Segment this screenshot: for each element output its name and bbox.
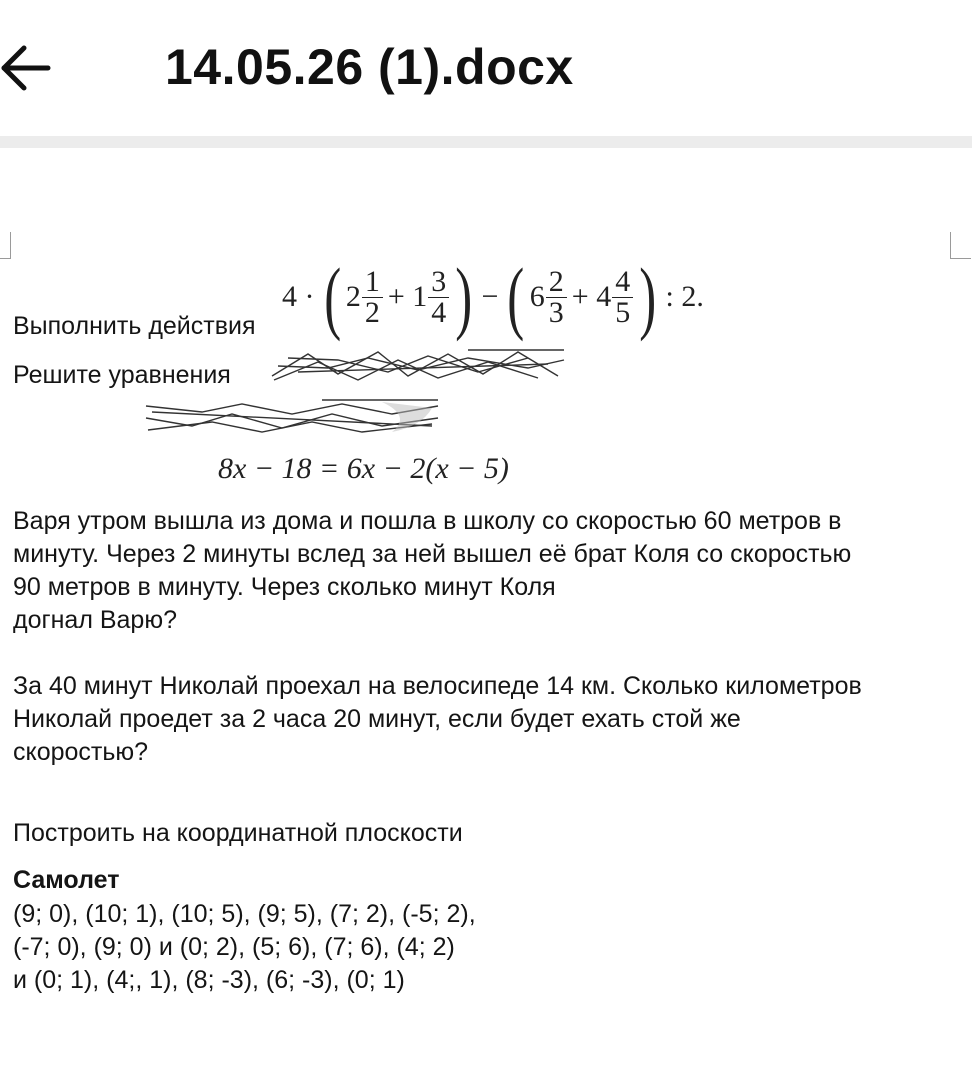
frac-a-den: 2 <box>364 295 380 329</box>
expr-a-whole: 2 <box>345 280 361 313</box>
expr-frac-c <box>546 264 567 329</box>
task5-label: Построить на координатной плоскости <box>13 819 463 847</box>
task3-line-4: догнал Варю? <box>13 606 177 634</box>
header-divider <box>0 136 972 148</box>
expr-minus: − <box>481 280 499 313</box>
page-corner-mark-right <box>950 232 971 259</box>
scribbled-equation-1 <box>268 346 568 386</box>
frac-b-num: 3 <box>428 267 449 298</box>
frac-c-den: 3 <box>548 295 564 329</box>
expr-frac-a <box>362 264 383 329</box>
expr-tail: : 2. <box>665 280 704 313</box>
expr-frac-b <box>428 264 449 329</box>
document-title: 14.05.26 (1).docx <box>165 39 574 95</box>
task5-line-1: (9; 0), (10; 1), (10; 5), (9; 5), (7; 2), (-5; 2), <box>13 900 476 928</box>
expr-plus2: + 4 <box>571 280 612 313</box>
expr-paren-open-2: ( <box>507 251 525 342</box>
app-header <box>0 0 972 136</box>
task4-line-2: Николай проедет за 2 часа 20 минут, если будет ехать стой же <box>13 705 741 733</box>
task5-line-2: (-7; 0), (9; 0) и (0; 2), (5; 6), (7; 6), (4; 2) <box>13 933 455 961</box>
expr-frac-d <box>612 264 633 329</box>
expr-paren-close-2: ) <box>639 251 657 342</box>
task1-expression <box>282 250 704 340</box>
frac-d-den: 5 <box>615 295 631 329</box>
task3-line-2: минуту. Через 2 минуты вслед за ней вышел её брат Коля со скоростью <box>13 540 852 568</box>
task1-label: Выполнить действия <box>13 312 256 340</box>
expr-c-whole: 6 <box>529 280 545 313</box>
task2-label: Решите уравнения <box>13 361 231 389</box>
expr-plus1: + 1 <box>387 280 428 313</box>
arrow-left-icon <box>0 38 56 98</box>
task4-line-1: За 40 минут Николай проехал на велосипеде 14 км. Сколько километров <box>13 672 862 700</box>
frac-a-num: 1 <box>362 267 383 298</box>
page-corner-mark-left <box>0 232 11 259</box>
frac-c-num: 2 <box>546 267 567 298</box>
scribbled-equation-2 <box>142 396 442 436</box>
expr-lead: 4 · <box>282 280 315 313</box>
task3-line-1: Варя утром вышла из дома и пошла в школу со скоростью 60 метров в <box>13 507 842 535</box>
frac-d-num: 4 <box>612 267 633 298</box>
task4-line-3: скоростью? <box>13 738 149 766</box>
frac-b-den: 4 <box>431 295 447 329</box>
expr-paren-close-1: ) <box>455 251 473 342</box>
task3-line-3: 90 метров в минуту. Через сколько минут Коля <box>13 573 556 601</box>
task5-line-3: и (0; 1), (4;, 1), (8; -3), (6; -3), (0; 1) <box>13 966 405 994</box>
back-button[interactable] <box>0 38 56 98</box>
task5-title: Самолет <box>13 866 120 894</box>
task2-equation: 8x − 18 = 6x − 2(x − 5) <box>218 452 509 485</box>
expr-paren-open-1: ( <box>323 251 341 342</box>
